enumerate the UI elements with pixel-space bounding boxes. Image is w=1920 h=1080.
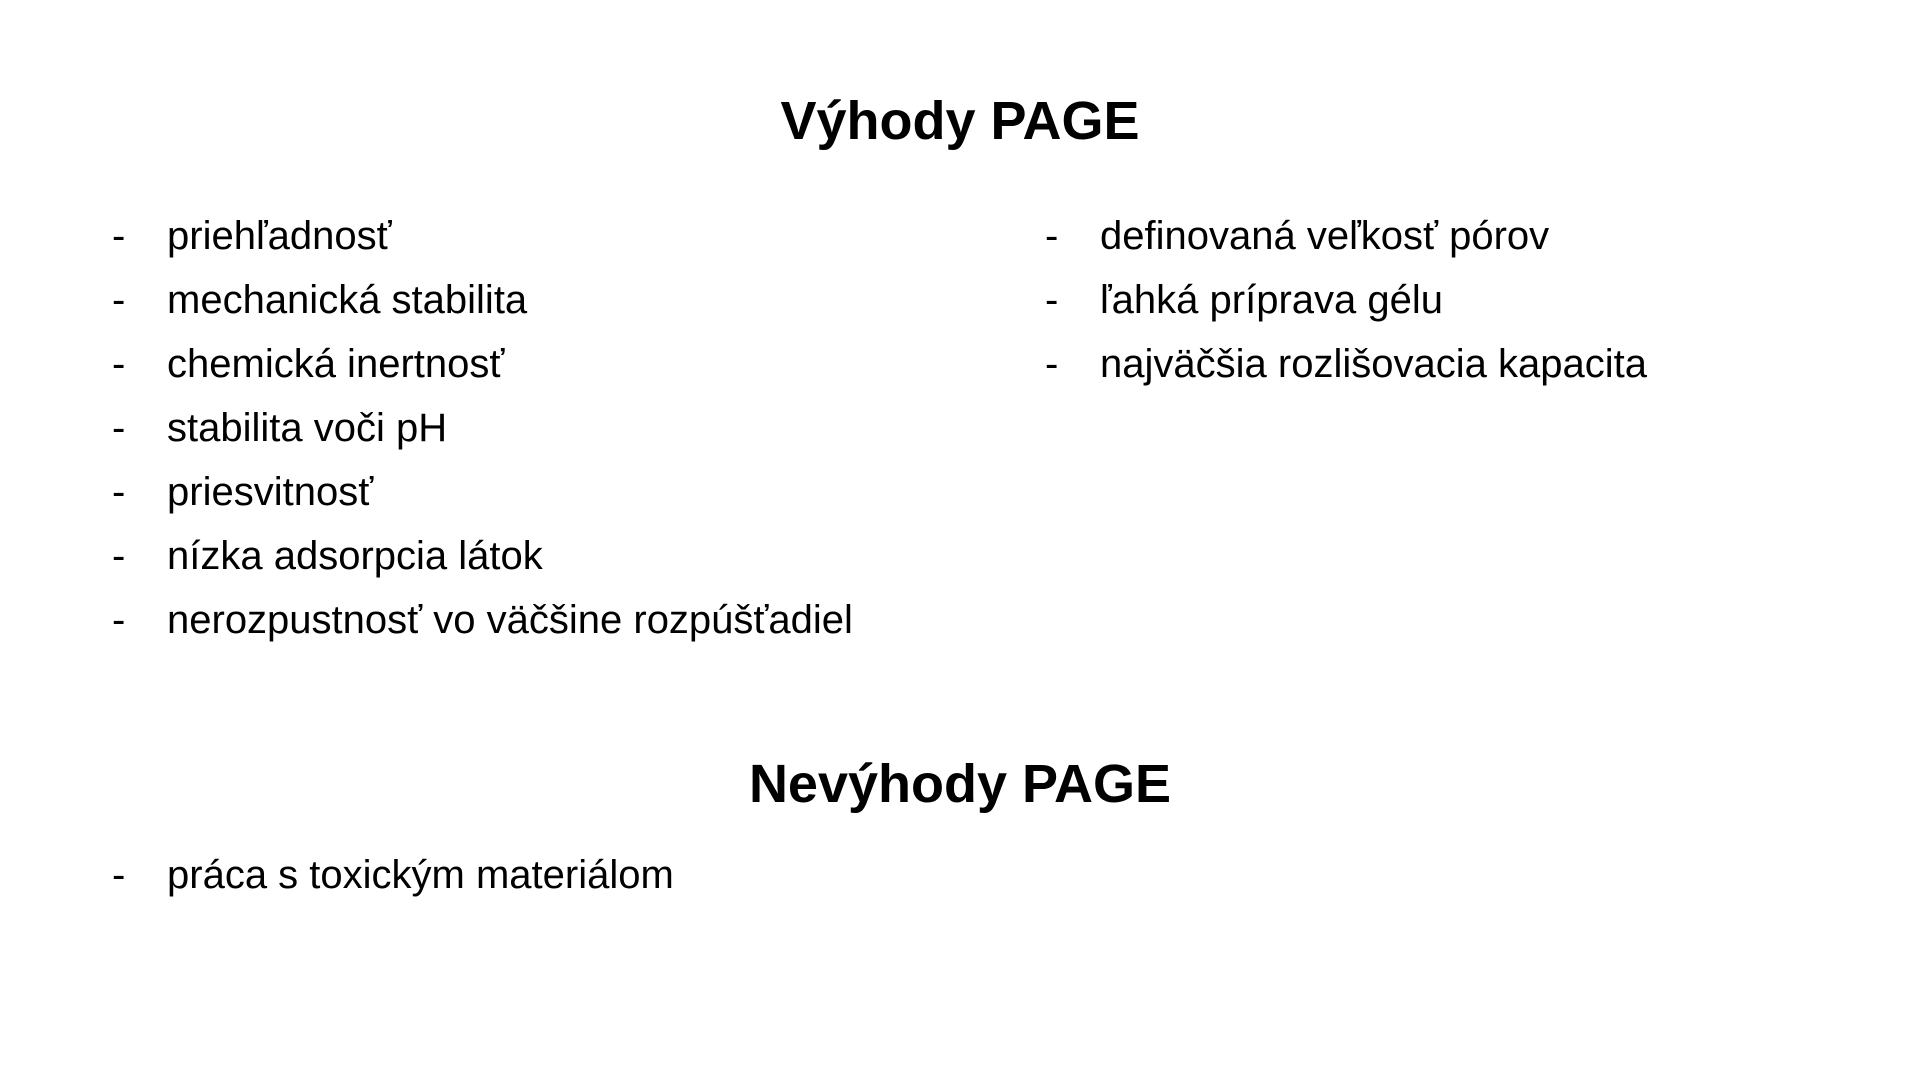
list-item-text: nízka adsorpcia látok — [167, 534, 543, 578]
disadvantages-heading: Nevýhody PAGE — [748, 754, 1172, 814]
list-item-text: definovaná veľkosť pórov — [1100, 214, 1550, 258]
list-item — [112, 588, 1012, 652]
advantages-list-right — [1045, 204, 1865, 396]
list-item — [112, 524, 1012, 588]
bullet-dash: - — [1045, 342, 1059, 386]
advantages-list-left — [112, 204, 1012, 652]
list-item-text: mechanická stabilita — [167, 278, 528, 322]
bullet-dash: - — [1045, 278, 1059, 322]
list-item-text: priehľadnosť — [167, 214, 392, 258]
list-item — [1045, 268, 1865, 332]
list-item — [1045, 332, 1865, 396]
list-item — [1045, 204, 1865, 268]
list-item — [112, 460, 1012, 524]
bullet-dash: - — [112, 853, 126, 897]
bullet-dash: - — [112, 278, 126, 322]
list-item-text: priesvitnosť — [167, 470, 374, 514]
advantages-heading: Výhody PAGE — [780, 91, 1140, 151]
list-item — [112, 268, 1012, 332]
bullet-dash: - — [1045, 214, 1059, 258]
bullet-dash: - — [112, 470, 126, 514]
disadvantages-list — [112, 843, 1012, 907]
list-item — [112, 843, 1012, 907]
list-item-text: chemická inertnosť — [167, 342, 505, 386]
bullet-dash: - — [112, 406, 126, 450]
list-item — [112, 332, 1012, 396]
list-item-text: ľahká príprava gélu — [1100, 278, 1443, 322]
list-item-text: práca s toxickým materiálom — [167, 853, 674, 897]
bullet-dash: - — [112, 214, 126, 258]
bullet-dash: - — [112, 534, 126, 578]
list-item-text: stabilita voči pH — [167, 406, 448, 450]
bullet-dash: - — [112, 598, 126, 642]
bullet-dash: - — [112, 342, 126, 386]
list-item — [112, 396, 1012, 460]
list-item — [112, 204, 1012, 268]
list-item-text: najväčšia rozlišovacia kapacita — [1100, 342, 1647, 386]
list-item-text: nerozpustnosť vo väčšine rozpúšťadiel — [167, 598, 853, 642]
